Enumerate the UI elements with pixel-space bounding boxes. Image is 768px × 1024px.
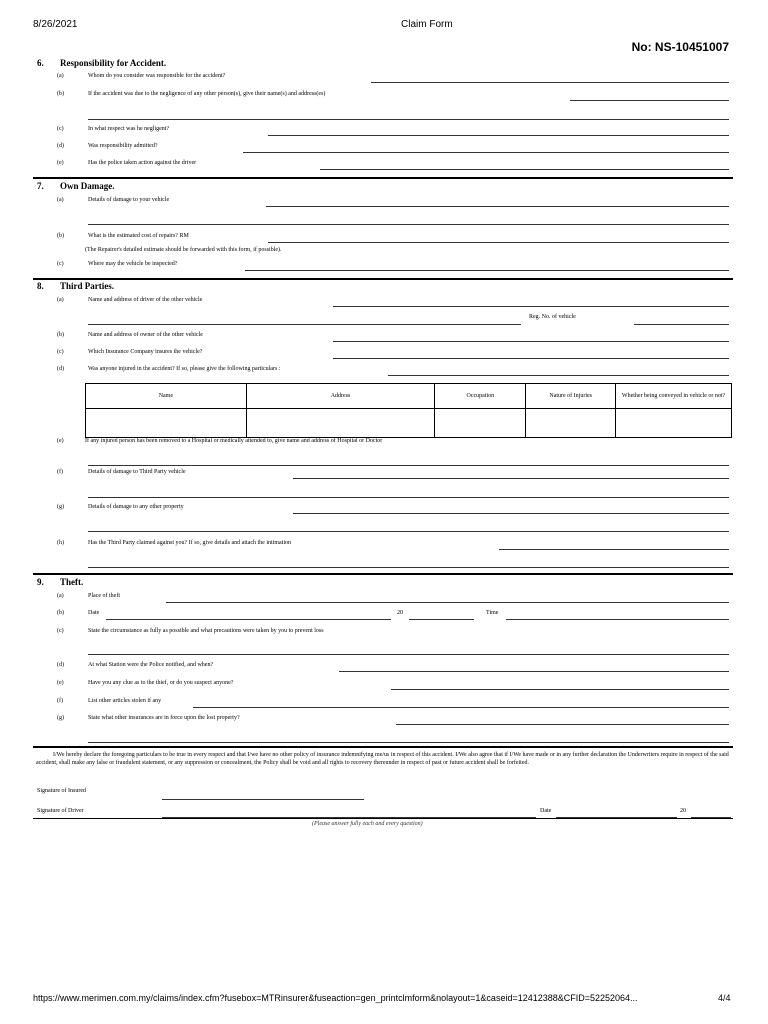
driver-signature-field[interactable] — [162, 808, 536, 818]
table-row — [86, 409, 732, 438]
section-6-number: 6. — [37, 58, 44, 68]
section-divider — [33, 746, 733, 748]
s6-e-input[interactable] — [320, 160, 729, 170]
s6-c-input[interactable] — [268, 126, 729, 136]
s6-d-input[interactable] — [243, 143, 729, 153]
s8-c-label: Which Insurance Company insures the vehicle? — [88, 349, 203, 355]
s8-b-label: Name and address of owner of the other vehicle — [88, 332, 203, 338]
s8-f-label: Details of damage to Third Party vehicle — [88, 469, 186, 475]
insured-signature-field[interactable] — [162, 790, 364, 800]
s7-a-input-2[interactable] — [88, 215, 729, 225]
s9-d-input[interactable] — [339, 662, 729, 672]
s9-c-input[interactable] — [88, 645, 729, 655]
s9-e-input[interactable] — [391, 680, 729, 690]
s9-g-label: State what other insurances are in force upon the lost property? — [88, 715, 240, 721]
s9-g-letter: (g) — [57, 715, 64, 721]
s6-a-label: Whom do you consider was responsible for the accident? — [88, 73, 226, 79]
s8-c-input[interactable] — [333, 349, 729, 359]
section-9-number: 9. — [37, 577, 44, 587]
s9-d-label: At what Station were the Police notified, and when? — [88, 662, 214, 668]
s8-a-label: Name and address of driver of the other vehicle — [88, 297, 203, 303]
s6-d-label: Was responsibility admitted? — [88, 143, 158, 149]
s9-c-label: State the circumstance as fully as possible and what precautions were taken by you to prevent loss — [88, 628, 324, 634]
s6-b-letter: (b) — [57, 91, 64, 97]
s9-d-letter: (d) — [57, 662, 64, 668]
table-header-row — [86, 384, 732, 409]
s9-b-letter: (b) — [57, 610, 64, 616]
s6-b-input[interactable] — [570, 91, 729, 101]
s6-e-label: Has the police taken action against the driver — [88, 160, 197, 166]
declaration-text: I/We hereby declare the foregoing particulars to be true in every respect and that I/we have no other policy of insurance indemnifying me/us in respect of this accident. I/We also agree that if I/We have made or in any further declaration the Underwriters require in respect of the said accident, shall make any false or fraudulent statement, or any suppression or concealment, the Policy shall be void and all rights to recovery thereunder in respect of past or future accident shall be forfeited. — [36, 752, 729, 766]
s7-c-letter: (c) — [57, 261, 64, 267]
section-8-number: 8. — [37, 281, 44, 291]
table-cell-occupation[interactable] — [435, 409, 526, 438]
s9-c-letter: (c) — [57, 628, 64, 634]
table-cell-name[interactable] — [86, 409, 247, 438]
s8-d-letter: (d) — [57, 366, 64, 372]
s9-b-time-label: Time — [486, 610, 499, 616]
table-cell-address[interactable] — [246, 409, 435, 438]
s8-a-input[interactable] — [333, 297, 729, 307]
s7-b-label: What is the estimated cost of repairs? RM — [88, 233, 189, 239]
s6-e-letter: (e) — [57, 160, 64, 166]
s9-b-time-input[interactable] — [506, 610, 729, 620]
s9-f-input[interactable] — [193, 698, 729, 708]
s8-h-input[interactable] — [499, 540, 729, 550]
s6-b-input-2[interactable] — [88, 110, 729, 120]
s6-a-input[interactable] — [371, 73, 729, 83]
s9-a-letter: (a) — [57, 593, 64, 599]
insured-signature-label: Signature of Insured — [37, 788, 86, 794]
section-9-title: Theft. — [60, 577, 84, 587]
s8-f-input-2[interactable] — [88, 488, 729, 498]
s7-b-note: (The Repairer's detailed estimate should be forwarded with this form, if possible). — [85, 247, 282, 253]
s7-c-input[interactable] — [245, 261, 729, 271]
s9-e-letter: (e) — [57, 680, 64, 686]
section-divider — [33, 278, 733, 280]
s8-f-letter: (f) — [57, 469, 63, 475]
s9-b-date-input[interactable] — [106, 610, 391, 620]
table-cell-injuries[interactable] — [526, 409, 616, 438]
s8-e-input[interactable] — [88, 456, 729, 466]
s7-a-label: Details of damage to your vehicle — [88, 197, 170, 203]
source-url: https://www.merimen.com.my/claims/index.cfm?fusebox=MTRinsurer&fuseaction=gen_printclmform&nolayout=1&caseid=12412388&CFID=52252064... — [33, 993, 638, 1003]
s6-c-label: In what respect was he negligent? — [88, 126, 170, 132]
s7-c-label: Where may the vehicle be inspected? — [88, 261, 178, 267]
col-header-address: Address — [246, 384, 435, 409]
section-8-title: Third Parties. — [60, 281, 114, 291]
s9-b-label: Date — [88, 610, 100, 616]
page-number: 4/4 — [718, 993, 731, 1003]
col-header-occupation: Occupation — [435, 384, 526, 409]
signature-date-field[interactable] — [556, 808, 677, 818]
driver-signature-label: Signature of Driver — [37, 808, 84, 814]
s9-b-year-input[interactable] — [409, 610, 474, 620]
s8-f-input[interactable] — [293, 469, 729, 479]
s6-b-label: If the accident was due to the negligence of any other person(s), give their name(s) and address(es) — [88, 91, 326, 97]
s9-g-input[interactable] — [396, 715, 729, 725]
s9-f-letter: (f) — [57, 698, 63, 704]
document-number: No: NS-10451007 — [631, 40, 729, 54]
s8-g-input[interactable] — [293, 504, 729, 514]
section-divider — [33, 573, 733, 575]
s9-a-input[interactable] — [166, 593, 729, 603]
signature-date-label: Date — [540, 808, 552, 814]
page-title: Claim Form — [401, 19, 453, 30]
s8-g-input-2[interactable] — [88, 522, 729, 532]
answer-instruction: (Please answer fully each and every question) — [312, 821, 423, 827]
signature-year-label: 20 — [680, 808, 686, 814]
s8-e-label: If any injured person has been removed to a Hospital or medically attended to, give name and address of Hospital or Doctor — [85, 438, 383, 444]
s8-reg-label: Reg. No. of vehicle — [529, 314, 576, 320]
s8-b-letter: (b) — [57, 332, 64, 338]
signature-year-field[interactable] — [691, 808, 731, 818]
s9-g-input-2[interactable] — [88, 733, 729, 743]
s9-f-label: List other articles stolen if any — [88, 698, 162, 704]
section-7-number: 7. — [37, 181, 44, 191]
s8-d-input[interactable] — [388, 366, 729, 376]
s8-h-label: Has the Third Party claimed against you? If so, give details and attach the intimation — [88, 540, 292, 546]
s7-b-letter: (b) — [57, 233, 64, 239]
section-6-title: Responsibility for Accident. — [60, 58, 167, 68]
bottom-rule — [33, 818, 733, 819]
s8-d-label: Was anyone injured in the accident? If so, please give the following particulars : — [88, 366, 281, 372]
s9-b-year-label: 20 — [397, 610, 403, 616]
s6-d-letter: (d) — [57, 143, 64, 149]
s8-g-letter: (g) — [57, 504, 64, 510]
col-header-injuries: Nature of Injuries — [526, 384, 616, 409]
table-cell-conveyed[interactable] — [616, 409, 732, 438]
s9-e-label: Have you any clue as to the thief, or do you suspect anyone? — [88, 680, 234, 686]
s8-h-letter: (h) — [57, 540, 64, 546]
s8-e-letter: (e) — [57, 438, 64, 444]
print-date: 8/26/2021 — [33, 19, 78, 30]
s8-c-letter: (c) — [57, 349, 64, 355]
section-7-title: Own Damage. — [60, 181, 115, 191]
s8-h-input-2[interactable] — [88, 558, 729, 568]
s7-a-input[interactable] — [266, 197, 729, 207]
s8-b-input[interactable] — [333, 332, 729, 342]
s8-reg-input[interactable] — [634, 315, 729, 325]
s8-a-letter: (a) — [57, 297, 64, 303]
section-divider — [33, 177, 733, 179]
s7-b-input[interactable] — [268, 233, 729, 243]
s6-c-letter: (c) — [57, 126, 64, 132]
injured-persons-table — [85, 383, 732, 438]
col-header-name: Name — [86, 384, 247, 409]
s9-a-label: Place of theft — [88, 593, 120, 599]
s6-a-letter: (a) — [57, 73, 64, 79]
s8-a-input-2[interactable] — [88, 315, 521, 325]
s7-a-letter: (a) — [57, 197, 64, 203]
s8-g-label: Details of damage to any other property — [88, 504, 184, 510]
col-header-conveyed: Whether being conveyed in vehicle or not? — [616, 384, 732, 409]
